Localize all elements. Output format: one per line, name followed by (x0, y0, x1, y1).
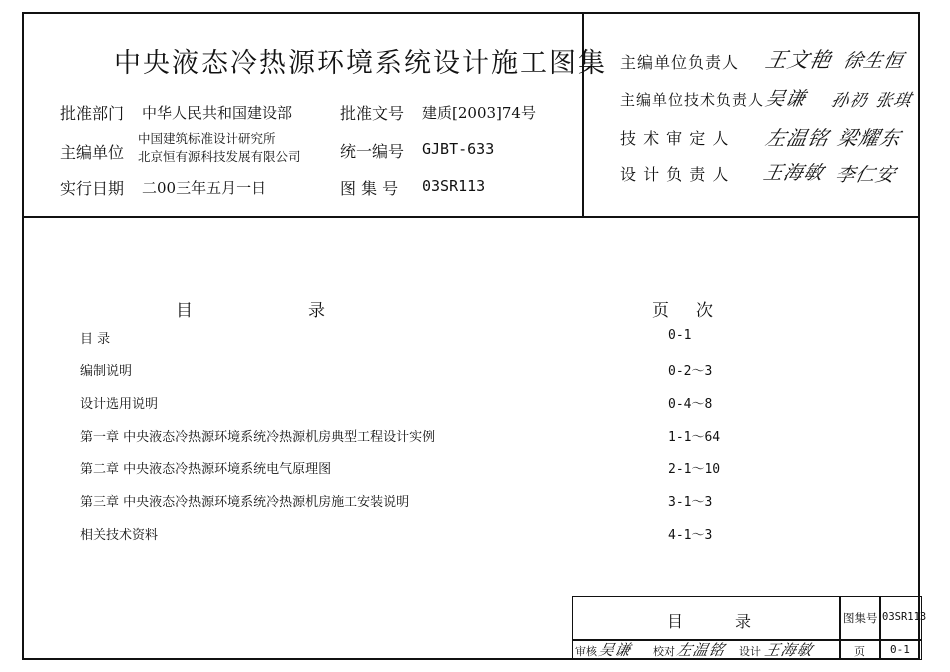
approval-doc-label: 批准文号 (340, 104, 405, 123)
resp-label-1: 主编单位负责人 (620, 53, 740, 72)
approval-dept-label: 批准部门 (60, 104, 125, 123)
title-block-atlas-label-cell (840, 596, 880, 640)
review-label: 审核 (575, 645, 597, 658)
signature-2a: 吴谦 (763, 88, 809, 110)
toc-item-title[interactable]: 编制说明 (80, 364, 133, 379)
toc-item-title[interactable]: 相关技术资料 (80, 528, 159, 543)
toc-heading-left-2: 录 (308, 301, 325, 321)
unified-no-label: 统一编号 (340, 142, 405, 161)
review-signature: 吴谦 (596, 641, 633, 659)
resp-label-2: 主编单位技术负责人 (620, 91, 765, 109)
resp-label-3: 技 术 审 定 人 (620, 129, 730, 148)
resp-label-4: 设 计 负 责 人 (620, 165, 730, 184)
title-block-page-value-cell (880, 640, 922, 660)
header-divider-horizontal (24, 216, 918, 218)
chief-unit-value-1: 中国建筑标准设计研究所 (138, 131, 276, 146)
signature-2c: 张琪 (873, 91, 914, 111)
check-label: 校对 (653, 645, 675, 658)
atlas-no-label: 图 集 号 (340, 179, 399, 198)
effective-date-label: 实行日期 (60, 179, 125, 198)
toc-heading-left-1: 目 (176, 301, 193, 321)
toc-item-title[interactable]: 第一章 中央液态冷热源环境系统冷热源机房典型工程设计实例 (80, 430, 436, 445)
atlas-title: 中央液态冷热源环境系统设计施工图集 (114, 48, 607, 79)
toc-item-page: 2-1～10 (668, 462, 721, 477)
title-block-atlas-value: 03SR113 (882, 611, 927, 623)
unified-no-value: GJBT-633 (422, 140, 495, 158)
toc-item-page: 0-2～3 (668, 364, 713, 379)
chief-unit-value-2: 北京恒有源科技发展有限公司 (138, 149, 301, 164)
title-block-atlas-label: 图集号 (843, 611, 878, 625)
title-block-title-2: 录 (735, 612, 752, 631)
toc-item-title[interactable]: 设计选用说明 (80, 397, 159, 412)
effective-date-value: 二00三年五月一日 (142, 179, 267, 197)
title-block-page-label: 页 (854, 645, 865, 658)
signature-1b: 徐生恒 (841, 50, 907, 72)
signature-4a: 王海敏 (761, 162, 827, 184)
check-signature: 左温铭 (674, 641, 727, 659)
title-block-atlas-value-cell (880, 596, 927, 640)
title-block (572, 596, 927, 660)
toc-item-page: 4-1～3 (668, 528, 713, 543)
toc-heading-right-1: 页 (652, 301, 669, 321)
toc-item-title[interactable]: 第二章 中央液态冷热源环境系统电气原理图 (80, 462, 332, 477)
toc-heading-right-2: 次 (696, 301, 713, 321)
signature-1a: 王文艳 (763, 48, 835, 72)
title-block-page-label-cell (840, 640, 880, 660)
title-block-title-cell (572, 596, 840, 640)
title-block-page-value: 0-1 (890, 643, 910, 656)
design-label: 设计 (739, 645, 761, 658)
signature-3b: 梁耀东 (835, 126, 904, 150)
approval-dept-value: 中华人民共和国建设部 (142, 104, 293, 122)
title-block-signature-row (572, 640, 840, 660)
signature-4b: 李仁安 (833, 164, 899, 186)
signature-3a: 左温铭 (763, 126, 832, 150)
approval-doc-value: 建质[2003]74号 (422, 104, 536, 122)
title-block-title-1: 目 (667, 612, 684, 631)
toc-item-page: 3-1～3 (668, 495, 713, 510)
toc-item-page: 0-4～8 (668, 397, 713, 412)
toc-item-title[interactable]: 第三章 中央液态冷热源环境系统冷热源机房施工安装说明 (80, 495, 410, 510)
signature-2b: 孙礽 (829, 91, 870, 111)
toc-item-page: 1-1～64 (668, 430, 721, 445)
toc-item-page: 0-1 (668, 328, 692, 343)
toc-item-title[interactable]: 目 录 (80, 332, 111, 347)
drawing-frame (22, 12, 927, 660)
atlas-no-value: 03SR113 (422, 177, 486, 195)
design-signature: 王海敏 (762, 641, 815, 659)
chief-unit-label: 主编单位 (60, 143, 125, 162)
